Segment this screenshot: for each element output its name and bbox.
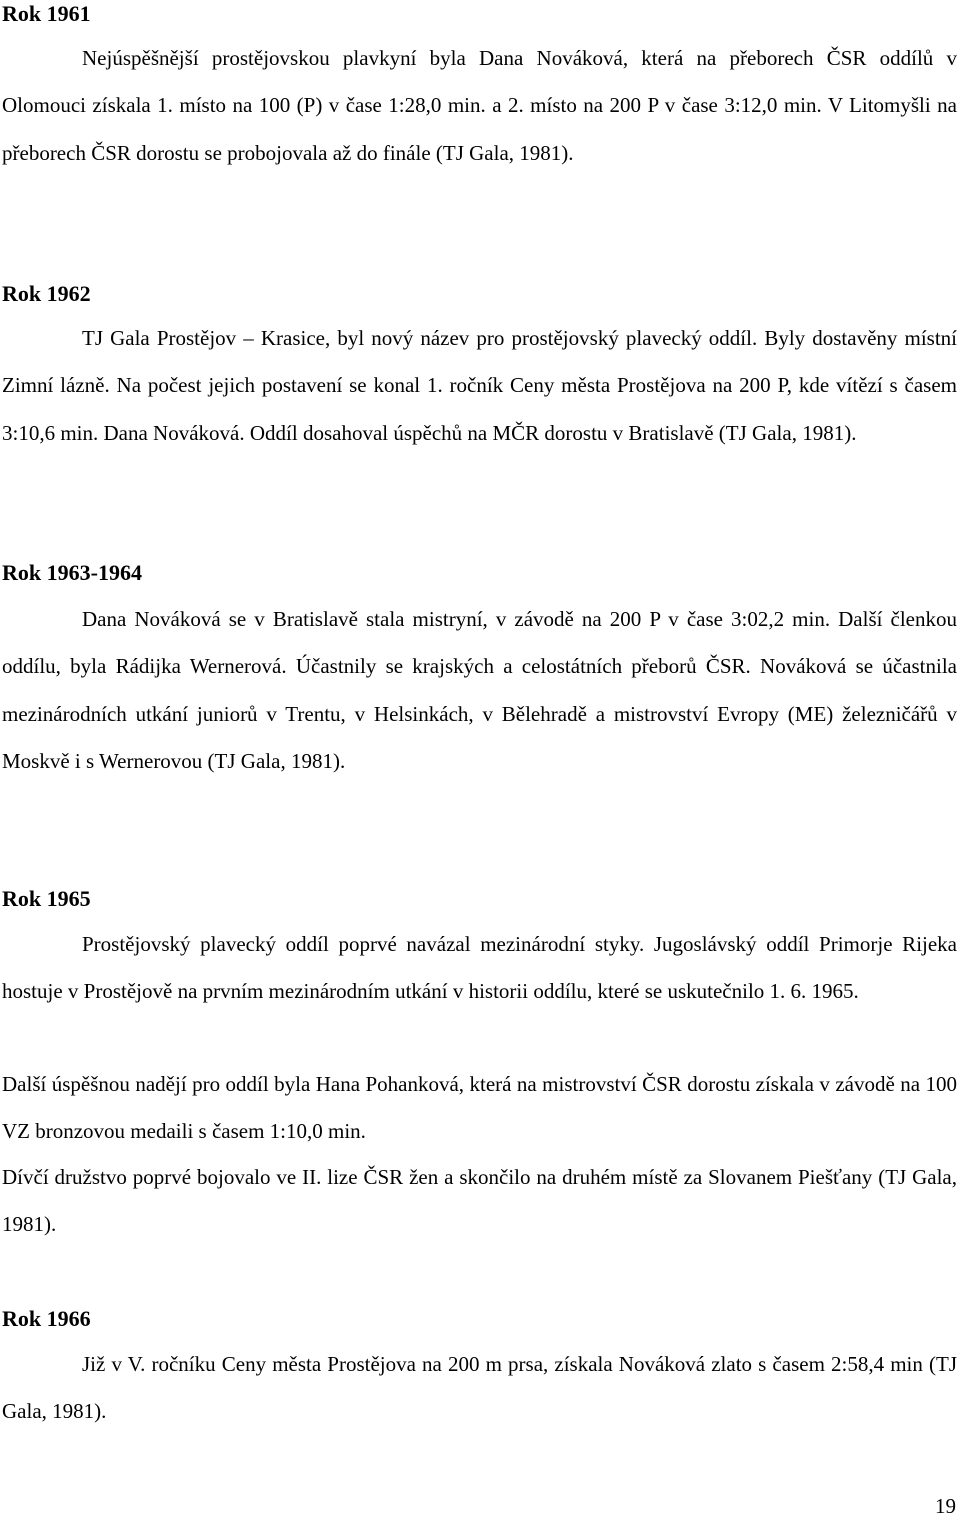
section-paragraph-1962: TJ Gala Prostějov – Krasice, byl nový název pro prostějovský plavecký oddíl. Byly dostavěny místní Zimní lázně. Na počest jejich postavení se konal 1. ročník Ceny města Prostějova na 200 P, kde vítězí s časem 3:10,6 min. Dana Nováková. Oddíl dosahoval úspěchů na MČR dorostu v Bratislavě (TJ Gala, 1981). bbox=[2, 326, 957, 445]
section-paragraph-1961: Nejúspěšnější prostějovskou plavkyní byla Dana Nováková, která na přeborech ČSR oddílů v Olomouci získala 1. místo na 100 (P) v čase 1:28,0 min. a 2. místo na 200 P v čase 3:12,0 min. V Litomyšli na přeborech ČSR dorostu se probojovala až do finále (TJ Gala, 1981). bbox=[2, 46, 957, 165]
section-heading-1965: Rok 1965 bbox=[2, 886, 91, 911]
section-paragraph-1965-a: Prostějovský plavecký oddíl poprvé navázal mezinárodní styky. Jugoslávský oddíl Primorje Rijeka hostuje v Prostějově na prvním mezinárodním utkání v historii oddílu, které se uskutečnilo 1. 6. 1965. bbox=[2, 932, 957, 1004]
page-number: 19 bbox=[935, 1494, 956, 1518]
section-heading-1962: Rok 1962 bbox=[2, 281, 91, 306]
section-paragraph-1965-c: Dívčí družstvo poprvé bojovalo ve II. lize ČSR žen a skončilo na druhém místě za Slovanem Piešťany (TJ Gala, 1981). bbox=[2, 1165, 957, 1237]
section-paragraph-1965-b: Další úspěšnou nadějí pro oddíl byla Hana Pohanková, která na mistrovství ČSR dorostu získala v závodě na 100 VZ bronzovou medaili s časem 1:10,0 min. bbox=[2, 1072, 957, 1144]
section-heading-1966: Rok 1966 bbox=[2, 1306, 91, 1331]
section-heading-1963-1964: Rok 1963-1964 bbox=[2, 560, 142, 585]
section-paragraph-1966: Již v V. ročníku Ceny města Prostějova na 200 m prsa, získala Nováková zlato s časem 2:58,4 min (TJ Gala, 1981). bbox=[2, 1352, 957, 1424]
section-heading-1961: Rok 1961 bbox=[2, 1, 91, 26]
section-paragraph-1963-1964: Dana Nováková se v Bratislavě stala mistryní, v závodě na 200 P v čase 3:02,2 min. Další členkou oddílu, byla Rádijka Wernerová. Účastnily se krajských a celostátních přeborů ČSR. Nováková se účastnila mezinárodních utkání juniorů v Trentu, v Helsinkách, v Bělehradě a mistrovství Evropy (ME) železničářů v Moskvě i s Wernerovou (TJ Gala, 1981). bbox=[2, 607, 957, 773]
